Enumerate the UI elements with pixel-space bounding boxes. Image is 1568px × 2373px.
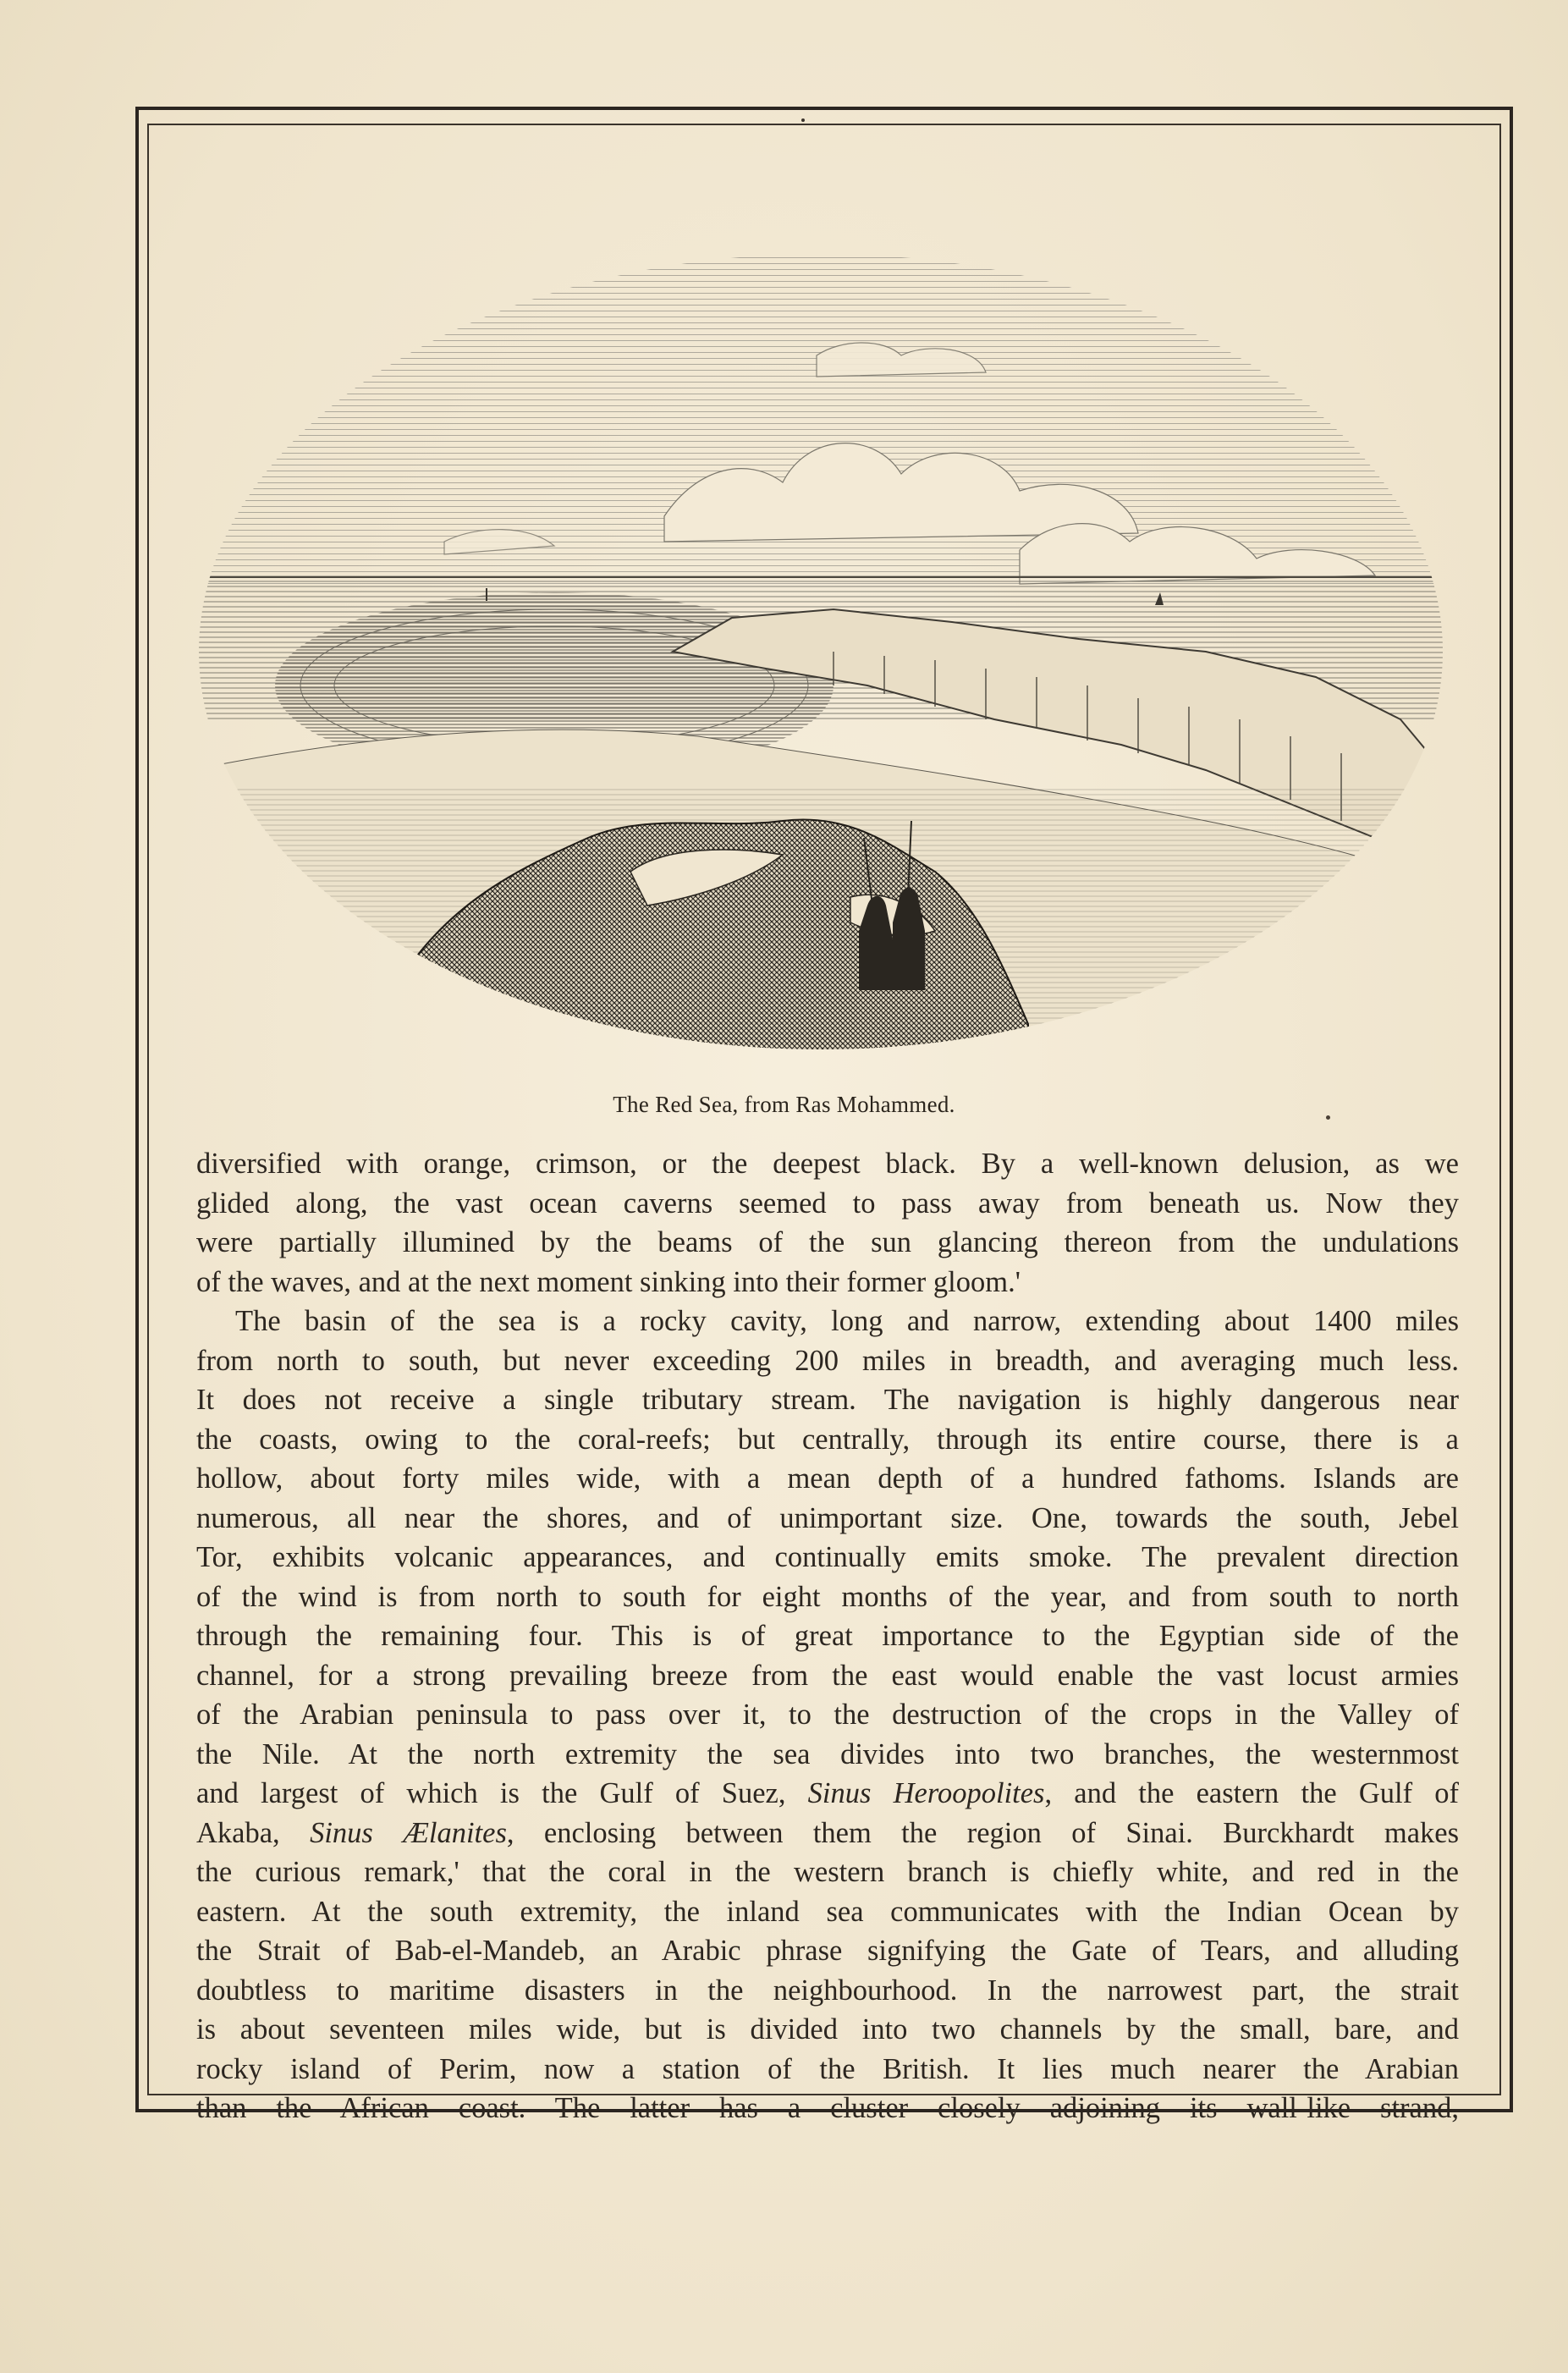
text-line: channel, for a strong prevailing breeze from the east would enable the vast locust armies (196, 1659, 1459, 1692)
text-line: the Strait of Bab-el-Mandeb, an Arabic phrase signifying the Gate of Tears, and alluding (196, 1935, 1459, 1967)
text-line: through the remaining four. This is of great importance to the Egyptian side of the (196, 1620, 1459, 1652)
ink-mark (1326, 1115, 1330, 1120)
text-line: from north to south, but never exceeding 200 miles in breadth, and averaging much less. (196, 1344, 1459, 1377)
text-line: Tor, exhibits volcanic appearances, and continually emits smoke. The prevalent direction (196, 1541, 1459, 1573)
text-line: than the African coast. The latter has a cluster closely adjoining its wall-like strand, (196, 2092, 1459, 2124)
ink-speck (801, 118, 805, 122)
text-line: glided along, the vast ocean caverns seemed to pass away from beneath us. Now they (196, 1186, 1459, 1220)
text-line: eastern. At the south extremity, the inland sea communicates with the Indian Ocean by (196, 1895, 1459, 1928)
text-line: numerous, all near the shores, and of unimportant size. One, towards the south, Jebel (196, 1501, 1459, 1534)
text-line: were partially illumined by the beams of the sun glancing thereon from the undulations (196, 1226, 1459, 1258)
text-line: The basin of the sea is a rocky cavity, long and narrow, extending about 1400 miles (235, 1305, 1459, 1337)
body-text (196, 1144, 1459, 2128)
text-line: the coasts, owing to the coral-reefs; but centrally, through its entire course, there is a (196, 1423, 1459, 1456)
text-line: of the wind is from north to south for eight months of the year, and from south to north (196, 1580, 1459, 1613)
text-line: rocky island of Perim, now a station of the British. It lies much nearer the Arabian (196, 2052, 1459, 2085)
text-line: and largest of which is the Gulf of Suez, Sinus Heroopolites, and the eastern the Gulf of (196, 1777, 1459, 1809)
illustration-caption: The Red Sea, from Ras Mohammed. (613, 1092, 955, 1117)
text-line: diversified with orange, crimson, or the deepest black. By a well-known delusion, as we (196, 1148, 1459, 1180)
text-line: doubtless to maritime disasters in the neighbourhood. In the narrowest part, the strait (196, 1974, 1459, 2007)
text-line: It does not receive a single tributary stream. The navigation is highly dangerous near (196, 1384, 1459, 1416)
text-line: Akaba, Sinus Ælanites, enclosing between them the region of Sinai. Burckhardt makes (196, 1816, 1460, 1849)
red-sea-engraving (190, 178, 1451, 1075)
text-line: of the Arabian peninsula to pass over it, to the destruction of the crops in the Valley of (196, 1699, 1459, 1731)
text-line: hollow, about forty miles wide, with a mean depth of a hundred fathoms. Islands are (196, 1462, 1459, 1495)
text-line: is about seventeen miles wide, but is divided into two channels by the small, bare, and (196, 2013, 1459, 2045)
text-line: of the waves, and at the next moment sinking into their former gloom.' (196, 1265, 1021, 1298)
vignette-scene (190, 178, 1451, 1075)
text-line: the curious remark,' that the coral in the western branch is chiefly white, and red in the (196, 1856, 1459, 1888)
text-line: the Nile. At the north extremity the sea divides into two branches, the westernmost (196, 1737, 1459, 1770)
